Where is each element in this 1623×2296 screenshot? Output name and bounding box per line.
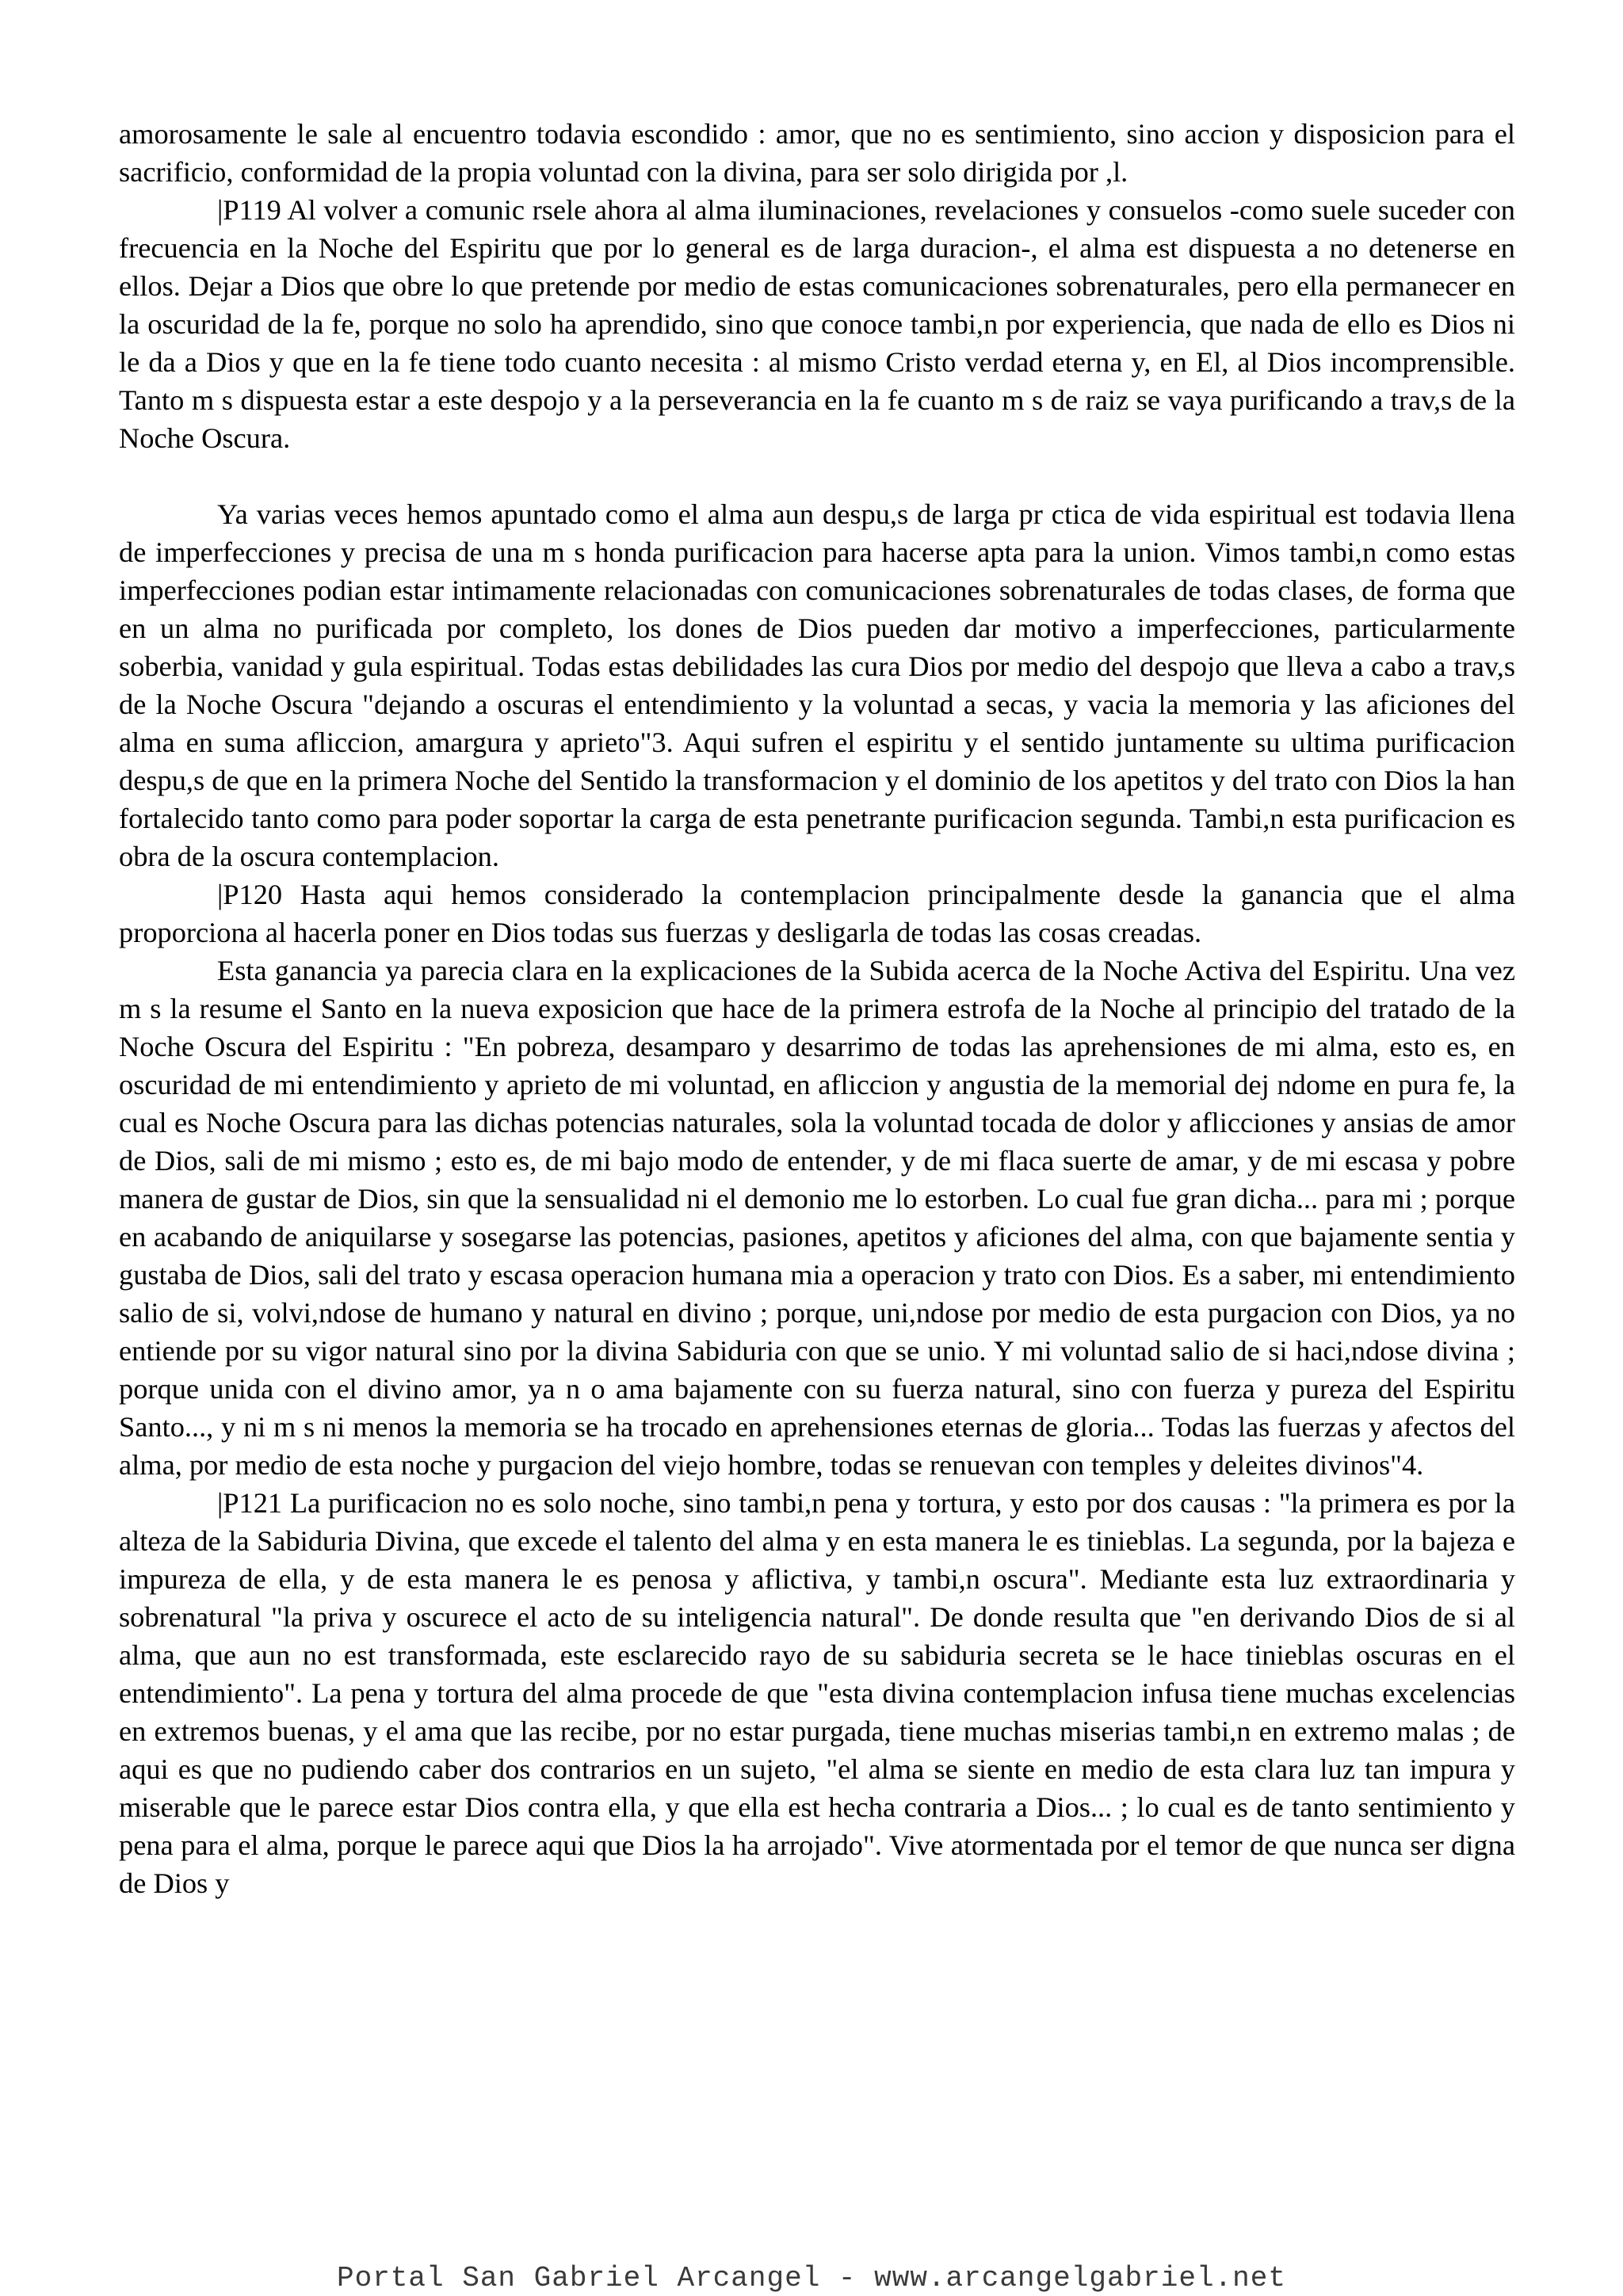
paragraph-ganancia: Esta ganancia ya parecia clara en la explicaciones de la Subida acerca de la Noche Activa del Espiritu. Una vez m s la resume el Santo en la nueva exposicion que hace de la primera estrofa de la Noche al principio del tratado de la Noche Oscura del Espiritu : "En pobreza, desamparo y desarrimo de todas las aprehensiones de mi alma, esto es, en oscuridad de mi entendimiento y aprieto de mi voluntad, en afliccion y angustia de la memorial dej ndome en pura fe, la cual es Noche Oscura para las dichas potencias naturales, sola la voluntad tocada de dolor y aflicciones y ansias de amor de Dios, sali de mi mismo ; esto es, de mi bajo modo de entender, y de mi flaca suerte de amar, y de mi escasa y pobre manera de gustar de Dios, sin que la sensualidad ni el demonio me lo estorben. Lo cual fue gran dicha... para mi ; porque en acabando de aniquilarse y sosegarse las potencias, pasiones, apetitos y aficiones del alma, con que bajamente sentia y gustaba de Dios, sali del trato y escasa operacion humana mia a operacion y trato con Dios. Es a saber, mi entendimiento salio de si, volvi,ndose de humano y natural en divino ; porque, uni,ndose por medio de esta purgacion con Dios, ya no entiende por su vigor natural sino por la divina Sabiduria con que se unio. Y mi voluntad salio de si haci,ndose divina ; porque unida con el divino amor, ya n o ama bajamente con su fuerza natural, sino con fuerza y pureza del Espiritu Santo..., y ni m s ni menos la memoria se ha trocado en aprehensiones eternas de gloria... Todas las fuerzas y afectos del alma, por medio de esta noche y purgacion del viejo hombre, todas se renuevan con temples y deleites divinos"4. [119, 955, 1515, 1481]
page-footer: Portal San Gabriel Arcangel - www.arcangelgabriel.net [337, 2262, 1286, 2294]
paragraph-p119: |P119 Al volver a comunic rsele ahora al alma iluminaciones, revelaciones y consuelos -como suele suceder con frecuencia en la Noche del Espiritu que por lo general es de larga duracion-, el alma est dispuesta a no detenerse en ellos. Dejar a Dios que obre lo que pretende por medio de estas comunicaciones sobrenaturales, pero ella permanecer en la oscuridad de la fe, porque no solo ha aprendido, sino que conoce tambi,n por experiencia, que nada de ello es Dios ni le da a Dios y que en la fe tiene todo cuanto necesita : al mismo Cristo verdad eterna y, en El, al Dios incomprensible. Tanto m s dispuesta estar a este despojo y a la perseverancia en la fe cuanto m s de raiz se vaya purificando a trav,s de la Noche Oscura. [119, 194, 1515, 454]
document-page [119, 115, 1515, 1902]
paragraph-p120: |P120 Hasta aqui hemos considerado la contemplacion principalmente desde la ganancia que el alma proporciona al hacerla poner en Dios todas sus fuerzas y desligarla de todas las cosas creadas. [119, 879, 1515, 948]
paragraph-p121: |P121 La purificacion no es solo noche, sino tambi,n pena y tortura, y esto por dos causas : "la primera es por la alteza de la Sabiduria Divina, que excede el talento del alma y en esta manera le es tinieblas. La segunda, por la bajeza e impureza de ella, y de esta manera le es penosa y aflictiva, y tambi,n oscura". Mediante esta luz extraordinaria y sobrenatural "la priva y oscurece el acto de su inteligencia natural". De donde resulta que "en derivando Dios de si al alma, que aun no est transformada, este esclarecido rayo de su sabiduria secreta se le hace tinieblas oscuras en el entendimiento". La pena y tortura del alma procede de que "esta divina contemplacion infusa tiene muchas excelencias en extremos buenas, y el ama que las recibe, por no estar purgada, tiene muchas miserias tambi,n en extremo malas ; de aqui es que no pudiendo caber dos contrarios en un sujeto, "el alma se siente en medio de esta clara luz tan impura y miserable que le parece estar Dios contra ella, y que ella est hecha contraria a Dios... ; lo cual es de tanto sentimiento y pena para el alma, porque le parece aqui que Dios la ha arrojado". Vive atormentada por el temor de que nunca ser digna de Dios y [119, 1487, 1515, 1899]
paragraph-continuation: amorosamente le sale al encuentro todavia escondido : amor, que no es sentimiento, sino accion y disposicion para el sacrificio, conformidad de la propia voluntad con la divina, para ser solo dirigida por ,l. [119, 118, 1515, 188]
paragraph-imperfections: Ya varias veces hemos apuntado como el alma aun despu,s de larga pr ctica de vida espiritual est todavia llena de imperfecciones y precisa de una m s honda purificacion para hacerse apta para la union. Vimos tambi,n como estas imperfecciones podian estar intimamente relacionadas con comunicaciones sobrenaturales de todas clases, de forma que en un alma no purificada por completo, los dones de Dios pueden dar motivo a imperfecciones, particularmente soberbia, vanidad y gula espiritual. Todas estas debilidades las cura Dios por medio del despojo que lleva a cabo a trav,s de la Noche Oscura "dejando a oscuras el entendimiento y la voluntad a secas, y vacia la memoria y las aficiones del alma en suma afliccion, amargura y aprieto"3. Aqui sufren el espiritu y el sentido juntamente su ultima purificacion despu,s de que en la primera Noche del Sentido la transformacion y el dominio de los apetitos y del trato con Dios la han fortalecido tanto como para poder soportar la carga de esta penetrante purificacion segunda. Tambi,n esta purificacion es obra de la oscura contemplacion. [119, 498, 1515, 872]
